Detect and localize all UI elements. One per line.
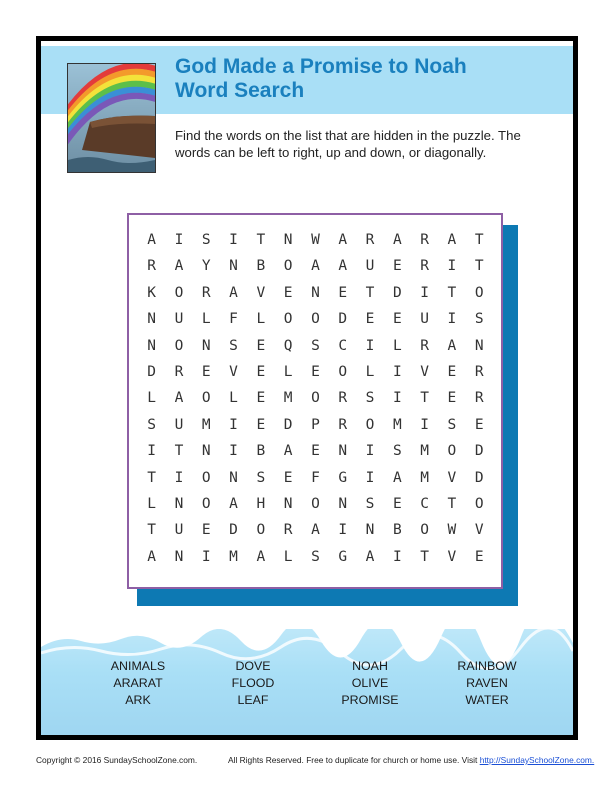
grid-letter: I	[392, 390, 402, 407]
grid-letter: V	[447, 548, 457, 565]
grid-letter: I	[174, 232, 184, 248]
grid-letter: A	[447, 232, 457, 248]
grid-letter: R	[420, 232, 429, 248]
word-search-puzzle	[127, 213, 503, 589]
page-frame	[36, 36, 578, 740]
grid-letter: Y	[201, 258, 211, 275]
grid-letter: A	[147, 548, 157, 565]
grid-letter: O	[256, 522, 266, 539]
grid-letter: I	[447, 258, 457, 275]
grid-letter: I	[229, 232, 238, 248]
grid-letter: I	[420, 284, 429, 301]
grid-letter: N	[229, 469, 238, 486]
grid-letter: T	[447, 284, 457, 301]
grid-letter: A	[311, 258, 320, 275]
grid-letter: E	[311, 443, 320, 460]
grid-letter: V	[229, 363, 238, 380]
grid-letter: Q	[283, 337, 293, 354]
grid-letter: D	[474, 469, 484, 486]
grid-letter: O	[420, 522, 429, 539]
grid-letter: A	[229, 284, 238, 301]
grid-letter: V	[256, 284, 266, 301]
grid-letter: I	[365, 469, 375, 486]
grid-letter: O	[283, 311, 293, 328]
grid-letter: A	[447, 337, 457, 354]
word-list-item: RAINBOW	[457, 659, 517, 673]
grid-letter: A	[256, 548, 266, 565]
grid-letter: I	[365, 337, 375, 354]
grid-letter: A	[174, 258, 184, 275]
grid-letter: T	[447, 495, 457, 512]
grid-letter: A	[174, 390, 184, 407]
grid-letter: O	[311, 311, 320, 328]
grid-letter: B	[392, 522, 402, 539]
word-list-column-4	[432, 658, 542, 709]
grid-letter: W	[447, 522, 457, 539]
grid-letter: R	[338, 416, 348, 433]
grid-letter: N	[283, 495, 293, 512]
title-line-2: Word Search	[175, 79, 305, 102]
letter-grid	[138, 227, 494, 570]
grid-letter: S	[147, 416, 157, 433]
grid-letter: E	[474, 548, 484, 565]
grid-letter: V	[420, 363, 429, 380]
grid-letter: R	[338, 390, 348, 407]
grid-letter: N	[311, 284, 320, 301]
word-list-column-3	[315, 658, 425, 709]
grid-letter: E	[392, 258, 402, 275]
grid-letter: O	[447, 443, 457, 460]
grid-letter: A	[392, 232, 402, 248]
grid-letter: R	[474, 363, 484, 380]
grid-letter: N	[338, 495, 348, 512]
grid-letter: S	[311, 548, 320, 565]
page-title	[175, 55, 467, 103]
grid-letter: T	[256, 232, 266, 248]
grid-letter: E	[201, 363, 211, 380]
grid-letter: C	[420, 495, 429, 512]
rainbow-ark-icon	[67, 63, 156, 173]
grid-letter: R	[420, 337, 429, 354]
grid-letter: O	[474, 284, 484, 301]
grid-letter: E	[256, 416, 266, 433]
grid-letter: R	[420, 258, 429, 275]
instructions-text: Find the words on the list that are hidden in the puzzle. The words can be left to right, up and down, or diagonally.	[175, 128, 521, 160]
grid-letter: S	[201, 232, 211, 248]
grid-letter: U	[420, 311, 429, 328]
grid-letter: S	[311, 337, 320, 354]
grid-letter: T	[474, 232, 484, 248]
grid-letter: O	[283, 258, 293, 275]
grid-letter: O	[174, 337, 184, 354]
grid-letter: N	[201, 443, 211, 460]
grid-letter: L	[147, 390, 157, 407]
grid-letter: N	[201, 337, 211, 354]
rights-text	[228, 755, 594, 765]
word-list-item: WATER	[465, 693, 509, 707]
grid-letter: D	[392, 284, 402, 301]
grid-letter: T	[147, 469, 157, 486]
grid-letter: R	[283, 522, 293, 539]
word-list-item: RAVEN	[466, 676, 508, 690]
grid-letter: D	[474, 443, 484, 460]
grid-letter: I	[420, 416, 429, 433]
grid-letter: R	[174, 363, 184, 380]
grid-letter: T	[147, 522, 157, 539]
word-list-column-2	[198, 658, 308, 709]
word-list-item: LEAF	[237, 693, 269, 707]
grid-letter: E	[283, 469, 293, 486]
word-list-item: ARK	[125, 693, 151, 707]
grid-letter: E	[474, 416, 484, 433]
grid-letter: T	[420, 548, 429, 565]
grid-letter: E	[311, 363, 320, 380]
grid-letter: I	[201, 548, 211, 565]
word-list-item: OLIVE	[351, 676, 389, 690]
grid-letter: N	[338, 443, 348, 460]
grid-letter: F	[229, 311, 238, 328]
grid-letter: I	[229, 416, 238, 433]
grid-letter: E	[392, 311, 402, 328]
grid-letter: O	[201, 469, 211, 486]
grid-letter: R	[147, 258, 157, 275]
grid-letter: O	[311, 495, 320, 512]
grid-letter: A	[283, 443, 293, 460]
grid-letter: R	[365, 232, 375, 248]
grid-letter: A	[229, 495, 238, 512]
grid-letter: N	[365, 522, 375, 539]
grid-letter: M	[392, 416, 402, 433]
grid-letter: T	[474, 258, 484, 275]
grid-letter: E	[256, 337, 266, 354]
grid-letter: M	[201, 416, 211, 433]
grid-letter: S	[392, 443, 402, 460]
grid-letter: A	[392, 469, 402, 486]
grid-letter: H	[256, 495, 266, 512]
grid-letter: T	[174, 443, 184, 460]
grid-letter: S	[256, 469, 266, 486]
grid-letter: U	[174, 522, 184, 539]
grid-letter: O	[311, 390, 320, 407]
grid-letter: N	[283, 232, 293, 248]
grid-letter: K	[147, 284, 157, 301]
grid-letter: B	[256, 258, 266, 275]
grid-letter: L	[283, 363, 293, 380]
grid-letter: M	[283, 390, 293, 407]
grid-letter: O	[338, 363, 348, 380]
sundayschoolzone-link[interactable]: http://SundaySchoolZone.com.	[479, 755, 595, 765]
grid-letter: L	[283, 548, 293, 565]
grid-letter: A	[338, 232, 348, 248]
grid-letter: N	[147, 337, 157, 354]
grid-letter: I	[447, 311, 457, 328]
grid-letter: N	[147, 311, 157, 328]
grid-letter: O	[365, 416, 375, 433]
grid-letter: I	[338, 522, 348, 539]
grid-letter: B	[256, 443, 266, 460]
grid-letter: A	[338, 258, 348, 275]
grid-letter: G	[338, 548, 348, 565]
grid-letter: M	[420, 443, 429, 460]
grid-letter: O	[201, 495, 211, 512]
word-list-item: ANIMALS	[110, 659, 166, 673]
grid-letter: L	[392, 337, 402, 354]
grid-letter: M	[420, 469, 429, 486]
grid-letter: V	[447, 469, 457, 486]
grid-letter: N	[174, 495, 184, 512]
grid-letter: T	[420, 390, 429, 407]
grid-letter: I	[392, 548, 402, 565]
grid-letter: L	[201, 311, 211, 328]
grid-letter: R	[474, 390, 484, 407]
grid-letter: C	[338, 337, 348, 354]
grid-letter: I	[229, 443, 238, 460]
grid-letter: E	[447, 363, 457, 380]
worksheet	[41, 41, 573, 735]
grid-letter: U	[174, 416, 184, 433]
grid-letter: I	[147, 443, 157, 460]
grid-letter: N	[229, 258, 238, 275]
grid-letter: I	[392, 363, 402, 380]
grid-letter: S	[447, 416, 457, 433]
grid-letter: L	[229, 390, 238, 407]
grid-letter: M	[229, 548, 238, 565]
grid-letter: L	[147, 495, 157, 512]
word-list-item: ARARAT	[113, 676, 163, 690]
grid-letter: U	[174, 311, 184, 328]
grid-letter: A	[311, 522, 320, 539]
grid-letter: S	[229, 337, 238, 354]
grid-letter: E	[256, 363, 266, 380]
grid-letter: S	[365, 495, 375, 512]
grid-letter: A	[365, 548, 375, 565]
grid-letter: S	[474, 311, 484, 328]
rights-statement: All Rights Reserved. Free to duplicate for church or home use. Visit	[228, 755, 478, 765]
grid-letter: D	[147, 363, 157, 380]
grid-letter: N	[174, 548, 184, 565]
grid-letter: D	[338, 311, 348, 328]
grid-letter: O	[174, 284, 184, 301]
grid-letter: T	[365, 284, 375, 301]
copyright-text: Copyright © 2016 SundaySchoolZone.com.	[36, 755, 198, 765]
grid-letter: W	[311, 232, 320, 248]
grid-letter: E	[392, 495, 402, 512]
grid-letter: D	[283, 416, 293, 433]
grid-letter: U	[365, 258, 375, 275]
word-list-column-1	[83, 658, 193, 709]
grid-letter: I	[174, 469, 184, 486]
grid-letter: P	[311, 416, 320, 433]
grid-letter: N	[474, 337, 484, 354]
grid-letter: E	[201, 522, 211, 539]
grid-letter: E	[338, 284, 348, 301]
grid-letter: V	[474, 522, 484, 539]
word-list-item: PROMISE	[341, 693, 399, 707]
grid-letter: O	[201, 390, 211, 407]
grid-letter: F	[311, 469, 320, 486]
grid-letter: A	[147, 232, 157, 248]
grid-letter: E	[365, 311, 375, 328]
word-list-item: NOAH	[352, 659, 388, 673]
grid-letter: O	[474, 495, 484, 512]
grid-letter: G	[338, 469, 348, 486]
grid-letter: E	[283, 284, 293, 301]
grid-letter: L	[256, 311, 266, 328]
grid-letter: D	[229, 522, 238, 539]
grid-letter: I	[365, 443, 375, 460]
grid-letter: L	[365, 363, 375, 380]
title-line-1: God Made a Promise to Noah	[175, 55, 467, 78]
word-list-item: FLOOD	[231, 676, 275, 690]
word-list-item: DOVE	[235, 659, 271, 673]
grid-letter: S	[365, 390, 375, 407]
grid-letter: E	[256, 390, 266, 407]
grid-letter: R	[201, 284, 211, 301]
grid-letter: E	[447, 390, 457, 407]
